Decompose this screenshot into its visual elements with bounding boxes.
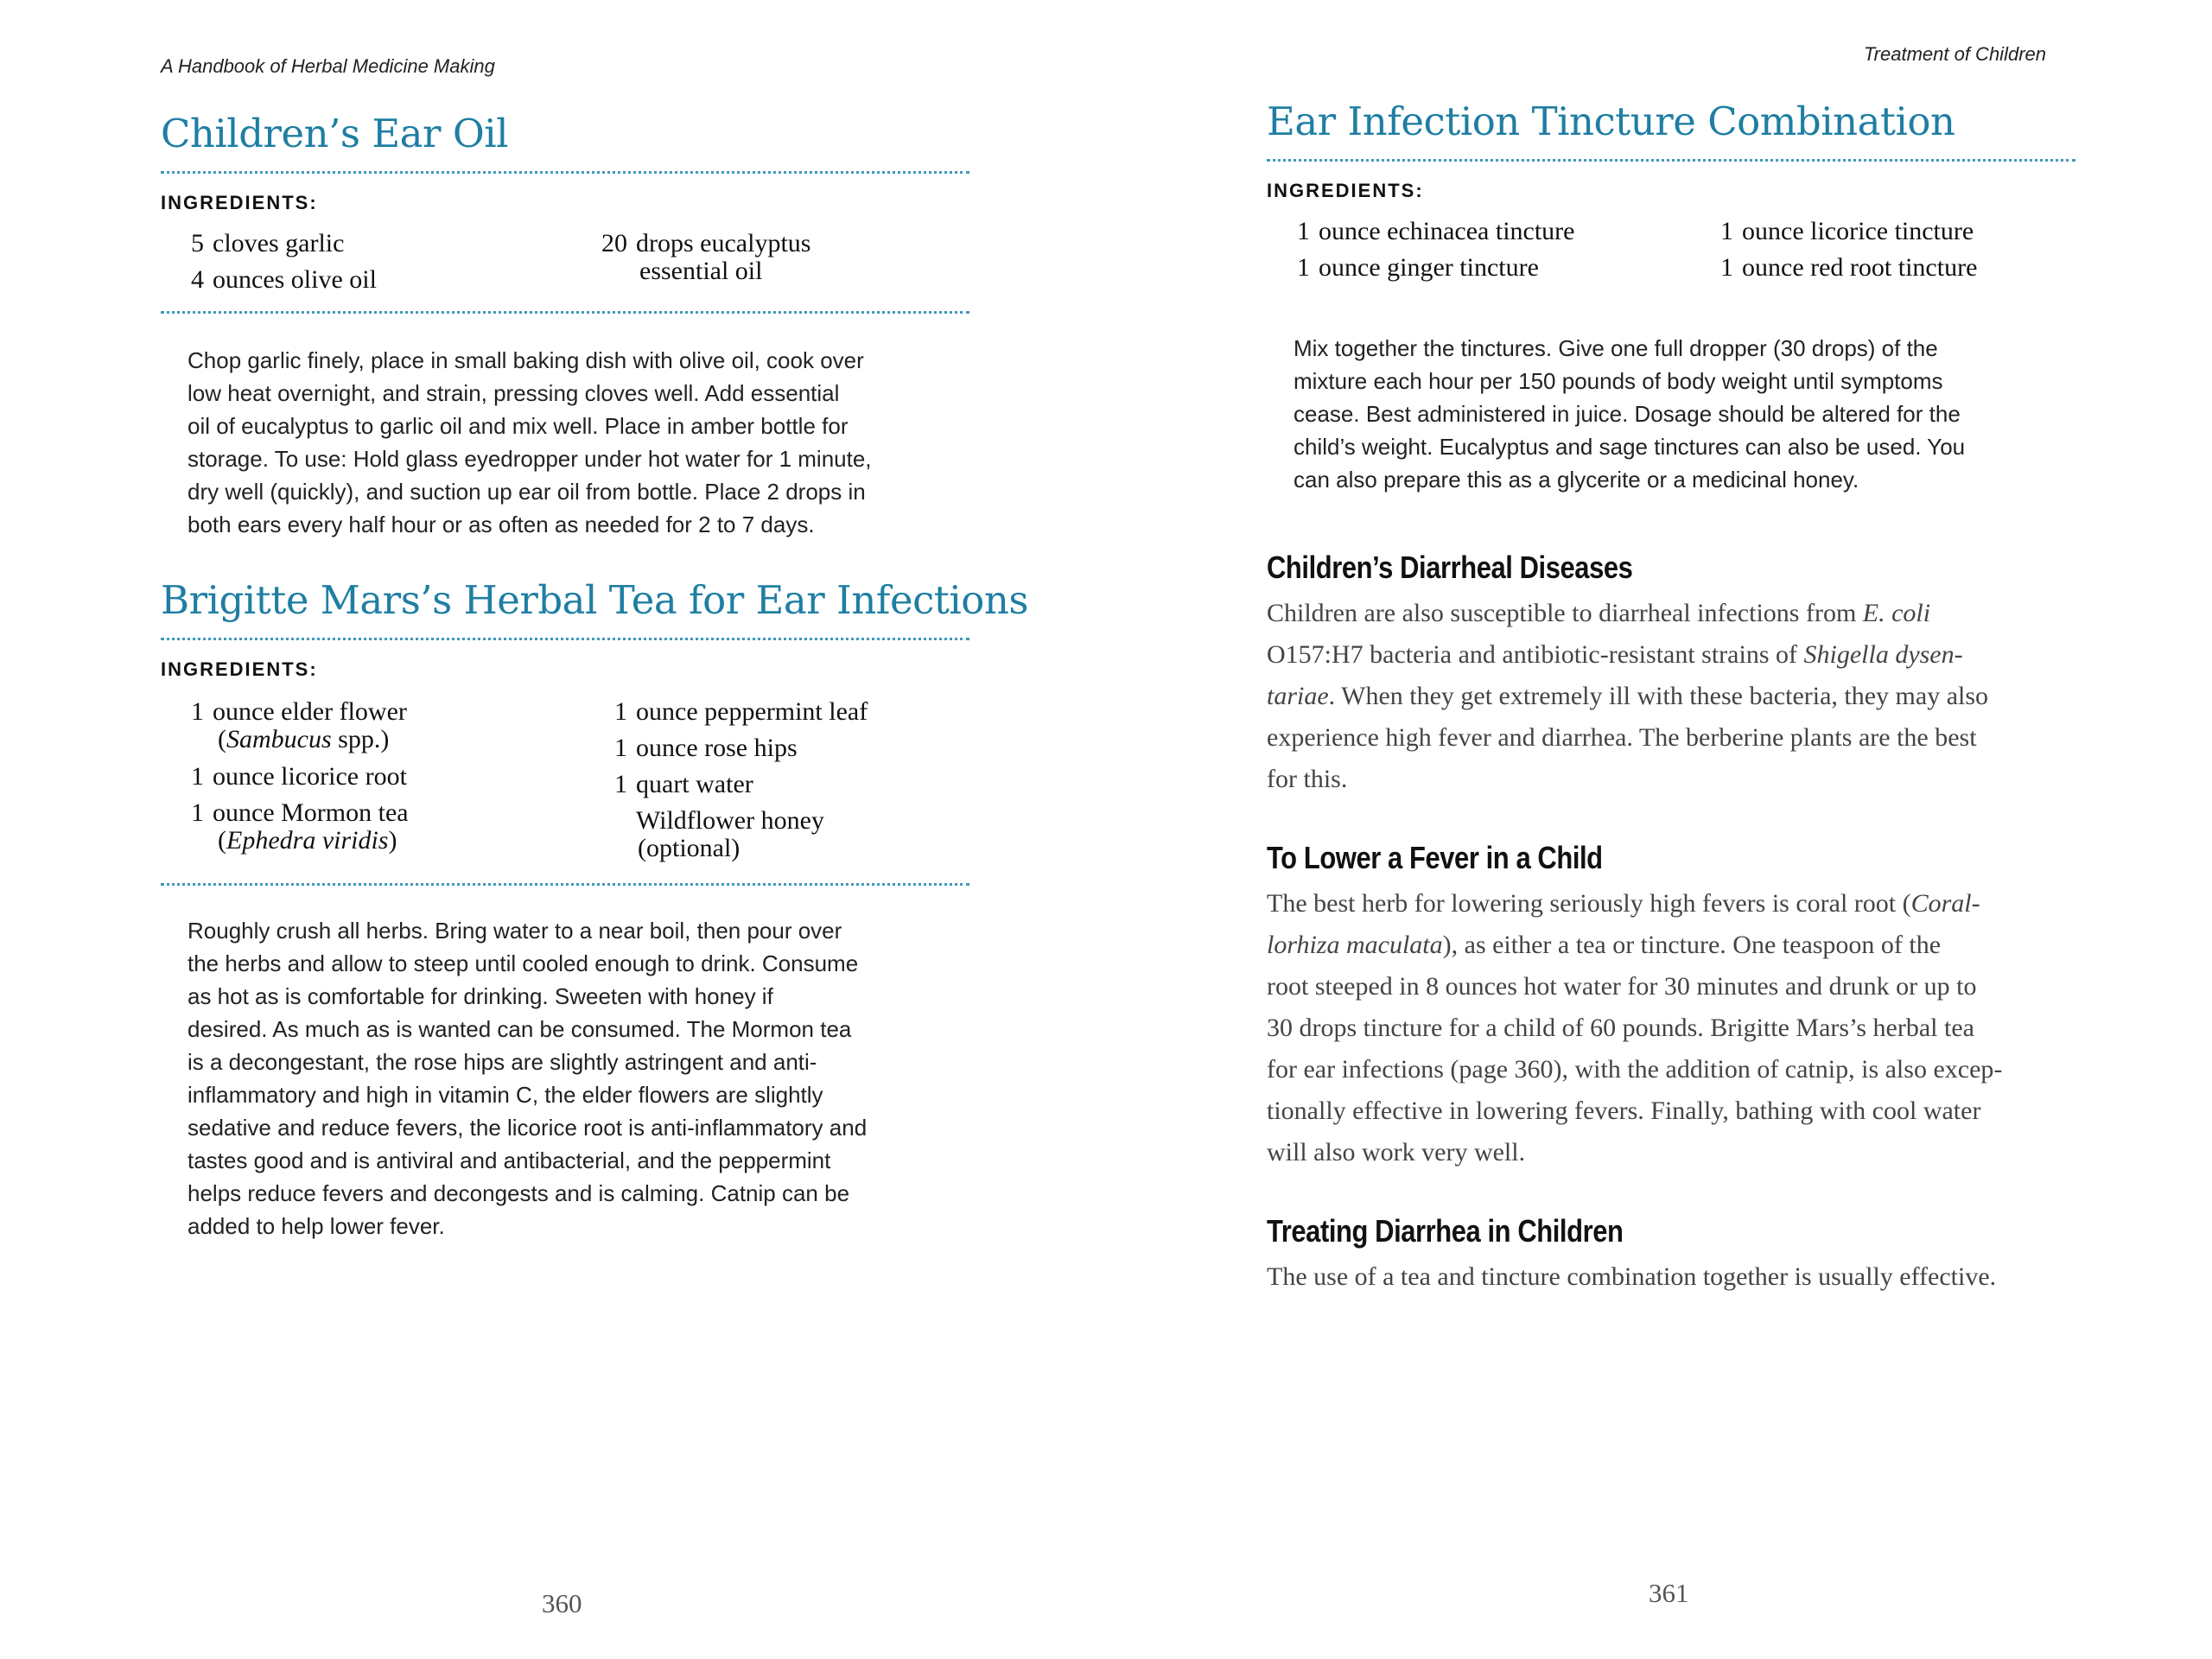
divider (161, 883, 969, 886)
ingredient: 5 cloves garlic (191, 229, 345, 257)
ingredient: 1 ounce licorice root (191, 762, 407, 791)
divider (161, 638, 969, 640)
section-body: The best herb for lowering seriously high fevers is coral root (Coral- lorhiza maculata), as either a tea or tincture. One teaspoon of the root steeped in 8 ounces hot water for 30 minutes and drunk or up to 30 drops tincture for a child of 60 pounds. Brigitte Mars’s herbal tea for ear infections (page 360), with the addition of catnip, is also excep- tionally effective in lowering fevers. Finally, bathing with cool water will also work very well. (1267, 889, 2003, 1166)
ingredient: 1 quart water (614, 770, 753, 798)
divider (161, 171, 969, 174)
ingredient: 20 drops eucalyptus essential oil (601, 229, 811, 285)
page-number-right: 361 (1649, 1578, 1689, 1608)
method-text: Mix together the tinctures. Give one full dropper (30 drops) of the mixture each hour per 150 pounds of body weight until symptoms cease. Best administered in juice. Dosage should be altered for the child’s weight. Eucalyptus and sage tinctures can also be used. You can also prepare this as a glycerite or a medicinal honey. (1294, 335, 1966, 493)
ingredient: 1 ounce rose hips (614, 734, 798, 762)
ingredient: 1 ounce echinacea tincture (1297, 217, 1575, 245)
recipe-title-tincture: Ear Infection Tincture Combination (1267, 99, 1955, 144)
method-text: Chop garlic finely, place in small baking dish with olive oil, cook over low heat overnight, and strain, pressing cloves well. Add essential oil of eucalyptus to garlic oil and mix well. Place in amber bottle for storage. To use: Hold glass eyedropper under hot water for 1 minute, dry well (quickly), and suction up ear oil from bottle. Place 2 drops in both ears every half hour or as often as needed for 2 to 7 days. (188, 347, 872, 537)
running-head-left: A Handbook of Herbal Medicine Making (161, 55, 495, 77)
recipe-title-herbal-tea: Brigitte Mars’s Herbal Tea for Ear Infections (161, 577, 1028, 623)
ingredient: 1 ounce elder flower (Sambucus spp.) (191, 697, 407, 753)
ingredients-label: INGREDIENTS: (1267, 180, 1424, 201)
ingredient: 1 ounce red root tincture (1720, 253, 1978, 282)
divider (161, 311, 969, 314)
ingredient: 1 ounce ginger tincture (1297, 253, 1539, 282)
ingredients-label: INGREDIENTS: (161, 658, 318, 680)
section-heading-diarrheal-diseases: Children’s Diarrheal Diseases (1267, 550, 1633, 585)
page-number-left: 360 (542, 1588, 582, 1618)
recipe-title-ear-oil: Children’s Ear Oil (161, 111, 508, 156)
divider (1267, 159, 2075, 162)
ingredient: 1 ounce licorice tincture (1720, 217, 1974, 245)
section-heading-treating-diarrhea: Treating Diarrhea in Children (1267, 1213, 1624, 1249)
ingredient: Wildflower honey (optional) (636, 806, 824, 862)
right-page (1106, 0, 2212, 1659)
section-body: The use of a tea and tincture combination together is usually effective. (1267, 1262, 1997, 1291)
section-body: Children are also susceptible to diarrheal infections from E. coli O157:H7 bacteria and antibiotic-resistant strains of Shigella dysen- tariae. When they get extremely ill with these bacteria, they may also experience high fever and diarrhea. The berberine plants are the best for this. (1267, 599, 1989, 793)
section-heading-lower-fever: To Lower a Fever in a Child (1267, 840, 1603, 875)
ingredient: 1 ounce Mormon tea (Ephedra viridis) (191, 798, 409, 855)
method-text: Roughly crush all herbs. Bring water to a near boil, then pour over the herbs and allow to steep until cooled enough to drink. Consume as hot as is comfortable for drinking. Sweeten with honey if desired. As much as is wanted can be consumed. The Mormon tea is a decongestant, the rose hips are slightly astringent and anti- inflammatory and high in vitamin C, the elder flowers are slightly sedative and reduce fevers, the licorice root is anti-inflammatory and tastes good and is antiviral and antibacterial, and the peppermint helps reduce fevers and decongests and is calming. Catnip can be added to help lower fever. (188, 918, 868, 1239)
ingredient: 1 ounce peppermint leaf (614, 697, 868, 726)
ingredients-label: INGREDIENTS: (161, 192, 318, 213)
ingredient: 4 ounces olive oil (191, 265, 377, 294)
running-head-right: Treatment of Children (1863, 43, 2046, 65)
